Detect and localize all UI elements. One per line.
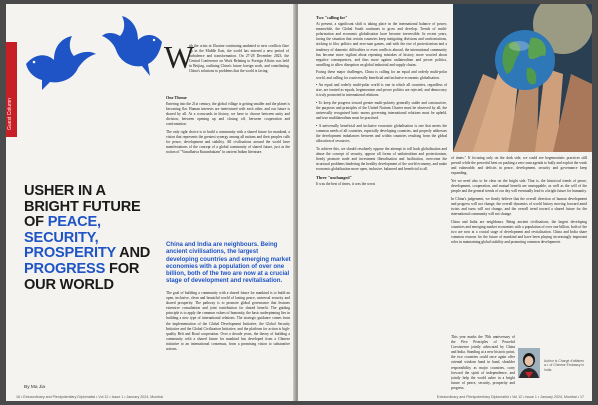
left-column-text	[166, 92, 290, 238]
author-caption: Author is Chargé d'affaires a.i. of Chinese Embassy in India	[544, 359, 585, 372]
pull-quote: China and India are neighbours. Being ancient civilisations, the largest developing countries and emerging market economies with a population of over one billion, both of the two are now at a crucial stage of development and revitalisation.	[166, 241, 291, 285]
article-headline: USHER IN A BRIGHT FUTURE OF PEACE, SECURITY, PROSPERITY AND PROGRESS FOR OUR WORLD	[24, 183, 151, 293]
right-column-two: of times." If focusing only on the dark side, we could see hegemonistic practices still prevail while the powerful bent on pushing a zero-sum agenda to bully and exploit the weak and vulnerable, and deficits in peace, development, security and governance keep expanding. Yet we need also to be clear on the bright side. That is, the historical trends of peace, development, cooperation, and mutual benefit are unstoppable, as well as the will of the people and the general trends of our day will eventually lead to a bright future for humanity. In China's judgement, we firmly believe that the overall direction of human development and progress will not change, the overall dynamics of world history moving forward amid twists and turns will not change, and the overall trend toward a shared future for the international community will not change. China and India are neighbours. Being ancient civilisations, the largest developing countries and emerging market economies with a population of over one billion, both of the two are now at a crucial stage of development and revitalisation. China and India share common reasons for the future of mankind and have been playing increasingly important roles in maintaining global stability and promoting common development.	[451, 156, 587, 244]
left-page	[6, 4, 296, 401]
paragraph: The goal of building a community with a shared future for mankind is to build an open, inclusive, clean and beautiful world of lasting peace, universal security and shared prosperity. The pathway is to promote global governance that features extensive consultation and joint contribution for shared benefit. The guiding principle is to apply the common values of humanity, the basic underpinning lies in building a new type of international relations. The strategic guidance comes from the implementation of the Global Development Initiative, the Global Security Initiative and the Global Civilization Initiative, and the platform for action is high-quality Belt and Road cooperation. Over a decade years, the theory of building a community with a shared future for mankind has developed from a Chinese initiative to an international consensus, from a promising vision to substantive actions.	[166, 291, 290, 352]
paragraph: The only right choice is to build a community with a shared future for mankind, a vision that represents the greatest synergy among all nations and their peoples calls for peace, development and stability. All civilisations around the world have manifestations of the concept of a global community of shared future, just as the notion of "Vasudhaiva Kutumbakam" in ancient Indian literature.	[166, 130, 290, 155]
right-page	[298, 4, 592, 401]
author-photo	[518, 348, 540, 378]
guest-column-tab	[6, 42, 17, 137]
page-footer-left: 16 • Extraordinary and Plenipotentiary Diplomatist • Vol 12 • Issue 1 • January 2024, Mumbai	[16, 395, 164, 399]
left-column-text-lower	[166, 291, 290, 395]
subheading-two-calling-for: Two "calling for"	[316, 15, 348, 20]
right-column-one: Two "calling for" At present, a significant shift is taking place in the international balance of power, meanwhile, the Global South continues to grow and develop. Trends of multi-polarization and economic globalisation have become irreversible. In recent years, facing the situation that certain countries keep instigating divisions and confrontations, sticking to bloc politics and zero-sum games, and with the rise of protectionism and a tendency of domestic difficulties or even conflicts abroad, the international community has become more vigilant about repeating mistakes of history, more worried about negative consequences, and thus more against unilateralism and power politics, unwilling to allow disruption on global industrial and supply chains. Facing these major challenges, China is calling for an equal and orderly multi-polar world, and calling for a universally beneficial and inclusive economic globalisation. • An equal and orderly multi-polar world is one in which all countries, regardless of size, are treated as equals, hegemonism and power politics are rejected, and democracy is truly promoted in international relations. • To keep the progress toward greater multi-polarity generally stable and constructive, the purposes and principles of the United Nations Charter must be observed by all, the universally recognised basic norms governing international relations must be upheld, and true multilateralism must be practised. • A universally beneficial and inclusive economic globalisation is one that meets the common needs of all countries, especially developing countries, and properly addresses the development imbalances between and within countries resulting from the global allocation of resources. To achieve this, we should resolutely oppose the attempt to roll back globalisation and abuse the concept of security, oppose all forms of unilateralism and protectionism, firmly promote trade and investment liberalisation and facilitation, overcome the structural problems hindering the healthy development of the world economy, and make economic globalisation more open, inclusive, balanced and beneficial to all. Three "unchanged" It was the best of times, it was the worst	[316, 15, 447, 187]
hands-globe-photo	[453, 4, 592, 152]
guest-column-label: Guest Column	[7, 98, 13, 130]
subheading-three-unchanged: Three "unchanged"	[316, 175, 352, 181]
paragraph: Entering into the 21st century, the global village is getting smaller and the planet is becoming flat. Human interests are intertwined with each other, and our future is shared by all. At a crossroads in history, we have to choose between unity and division, between opening up and closing off, between cooperation and confrontation.	[166, 102, 290, 127]
dove-icon-right	[102, 16, 168, 78]
page-footer-right: Extraordinary and Plenipotentiary Diplomatist • Vol 12 • Issue 1 • January 2024, Mumbai • 17	[436, 395, 584, 399]
byline: By Ma Jia	[24, 385, 46, 390]
subheading-one-theme: One Theme	[166, 95, 187, 100]
intro-paragraph: ith the crisis in Ukraine continuing unabated to new conflicts flare up in the Middle East, the world has entered a new period of turbulence and transformation. On 27-28 December 2023, the Central Conference on Work Relating to Foreign Affairs was held in Beijing, outlining China's future foreign work, and contributing China's solutions to problems that the world is facing.	[189, 44, 289, 74]
right-column-two-lower: This year marks the 70th anniversary of the Five Principles of Peaceful Coexistence jointly advocated by China and India. Standing at a new historic point, the two countries could once again offer oriental wisdom hand in hand, shoulder responsibility as major countries, carry forward the spirit of independence, and jointly help the world usher in a bright future of peace, security, prosperity and progress.	[451, 335, 515, 390]
dove-icon-left	[20, 34, 98, 92]
drop-cap: W	[164, 39, 195, 75]
